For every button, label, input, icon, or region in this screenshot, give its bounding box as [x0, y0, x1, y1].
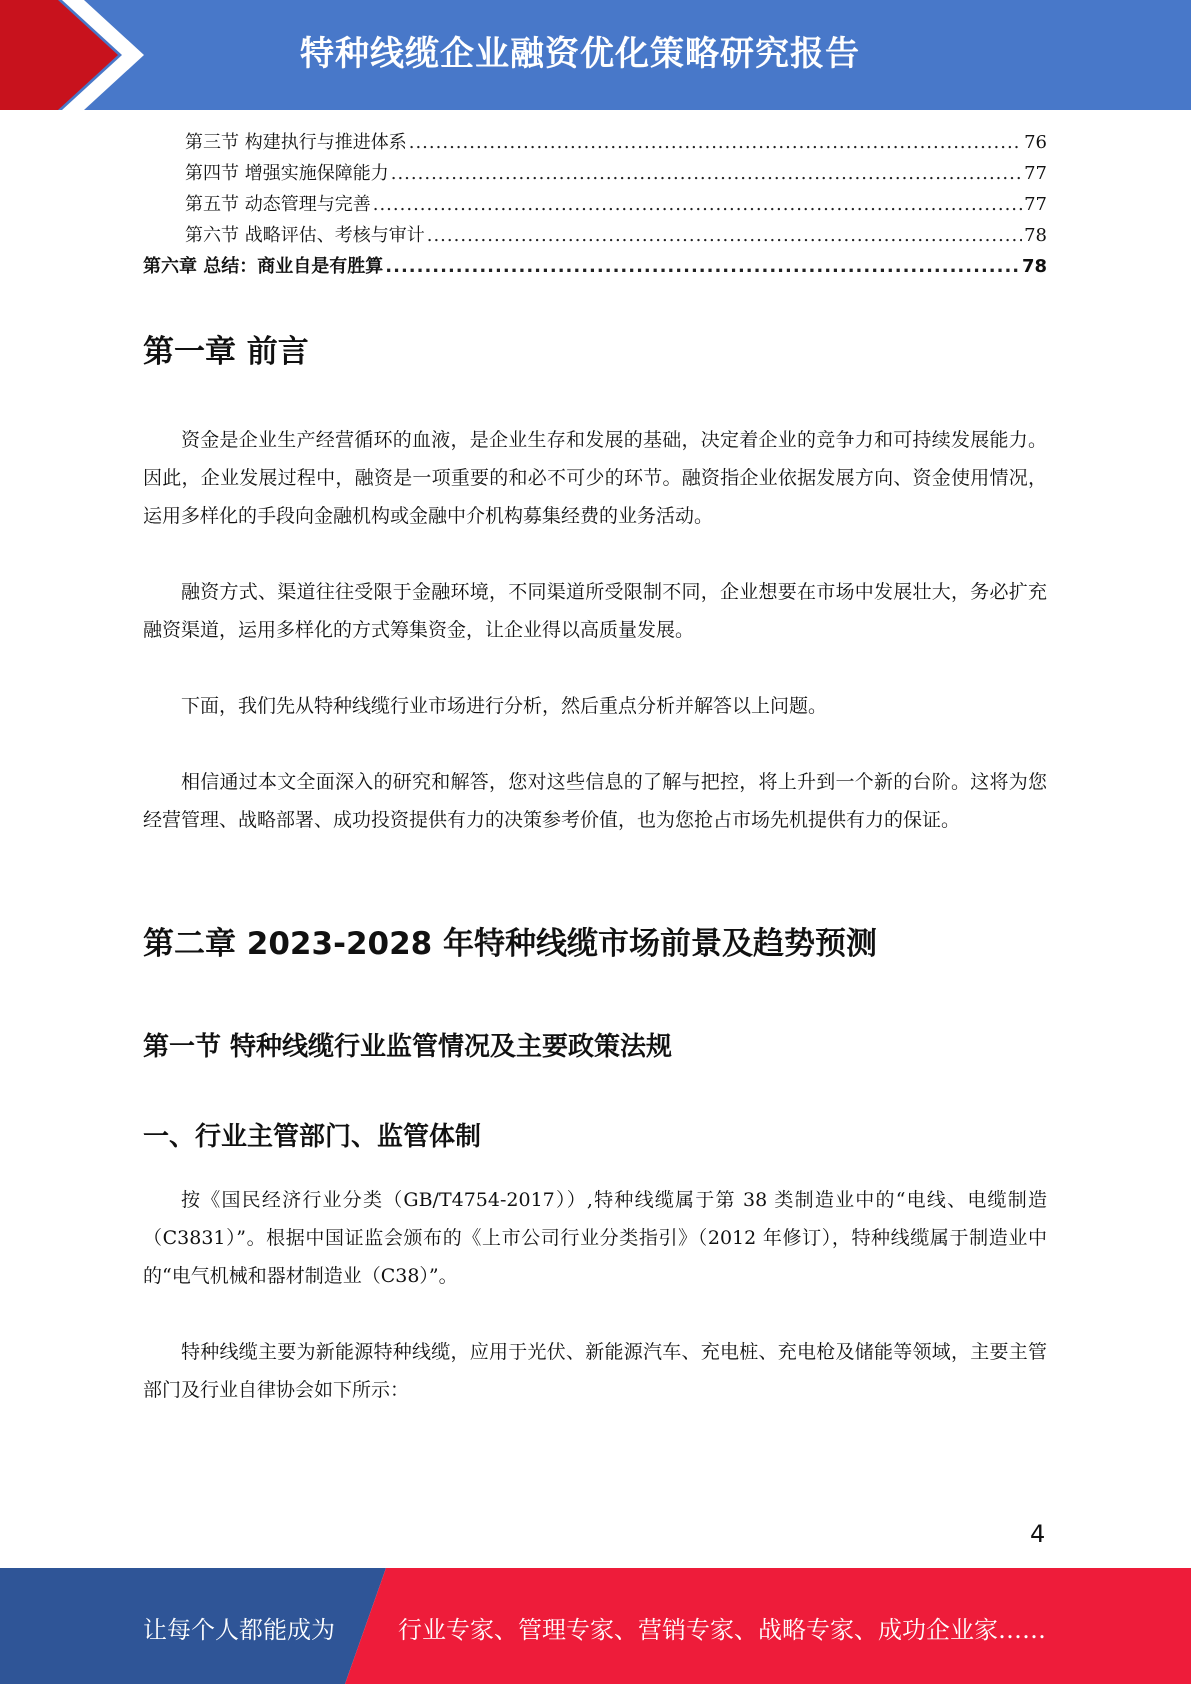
toc-entry-page: 76	[1024, 132, 1047, 153]
toc-entry[interactable]	[143, 190, 1047, 221]
toc-entry-page: 78	[1024, 225, 1047, 246]
toc-leader-dots	[385, 256, 1020, 277]
subsection-heading: 一、行业主管部门、监管体制	[143, 1122, 482, 1152]
chapter-1-paragraph: 资金是企业生产经营循环的血液，是企业生存和发展的基础，决定着企业的竞争力和可持续发展能力。因此，企业发展过程中，融资是一项重要的和必不可少的环节。融资指企业依据发展方向、资金使用情况，运用多样化的手段向金融机构或金融中介机构募集经费的业务活动。	[143, 429, 1047, 527]
toc-entry-label: 第六章 总结：商业自是有胜算	[143, 256, 384, 277]
page-header	[0, 0, 1191, 110]
chapter-2-heading: 第二章 2023-2028 年特种线缆市场前景及趋势预测	[143, 926, 878, 962]
table-of-contents	[143, 128, 1047, 283]
chapter-1-paragraph: 相信通过本文全面深入的研究和解答，您对这些信息的了解与把控，将上升到一个新的台阶。这将为您经营管理、战略部署、成功投资提供有力的决策参考价值，也为您抢占市场先机提供有力的保证。	[143, 771, 1047, 831]
toc-entry-page: 78	[1021, 256, 1047, 277]
page-footer	[0, 1568, 1191, 1684]
section-heading: 第一节 特种线缆行业监管情况及主要政策法规	[143, 1032, 673, 1062]
toc-entry-label: 第六节 战略评估、考核与审计	[185, 225, 425, 246]
footer-slogan-left: 让每个人都能成为	[143, 1616, 335, 1644]
page-number: 4	[1030, 1520, 1046, 1548]
toc-entry-page: 77	[1024, 194, 1047, 215]
toc-entry[interactable]	[143, 221, 1047, 252]
toc-entry-label: 第五节 动态管理与完善	[185, 194, 371, 215]
toc-chapter-entry[interactable]	[143, 252, 1047, 283]
toc-leader-dots	[373, 194, 1022, 215]
toc-leader-dots	[427, 225, 1022, 246]
chapter-1-heading: 第一章 前言	[143, 334, 309, 370]
header-title: 特种线缆企业融资优化策略研究报告	[300, 34, 860, 74]
header-arrow-decoration	[0, 0, 160, 110]
chapter-2-paragraph: 按《国民经济行业分类（GB/T4754-2017））,特种线缆属于第 38 类制造业中的“电线、电缆制造（C3831）”。根据中国证监会颁布的《上市公司行业分类指引》（2012 年修订），特种线缆属于制造业中的“电气机械和器材制造业（C38）”。	[143, 1189, 1047, 1287]
toc-leader-dots	[409, 132, 1022, 153]
toc-entry-label: 第四节 增强实施保障能力	[185, 163, 389, 184]
toc-leader-dots	[391, 163, 1022, 184]
toc-entry-page: 77	[1024, 163, 1047, 184]
chapter-1-paragraph: 下面，我们先从特种线缆行业市场进行分析，然后重点分析并解答以上问题。	[181, 695, 828, 717]
toc-entry[interactable]	[143, 128, 1047, 159]
footer-slogan-right: 行业专家、管理专家、营销专家、战略专家、成功企业家……	[398, 1616, 1046, 1644]
chapter-2-paragraph: 特种线缆主要为新能源特种线缆，应用于光伏、新能源汽车、充电桩、充电枪及储能等领域，主要主管部门及行业自律协会如下所示：	[143, 1341, 1047, 1401]
toc-entry-label: 第三节 构建执行与推进体系	[185, 132, 407, 153]
chapter-1-paragraph: 融资方式、渠道往往受限于金融环境，不同渠道所受限制不同，企业想要在市场中发展壮大，务必扩充融资渠道，运用多样化的方式筹集资金，让企业得以高质量发展。	[143, 581, 1047, 641]
toc-entry[interactable]	[143, 159, 1047, 190]
